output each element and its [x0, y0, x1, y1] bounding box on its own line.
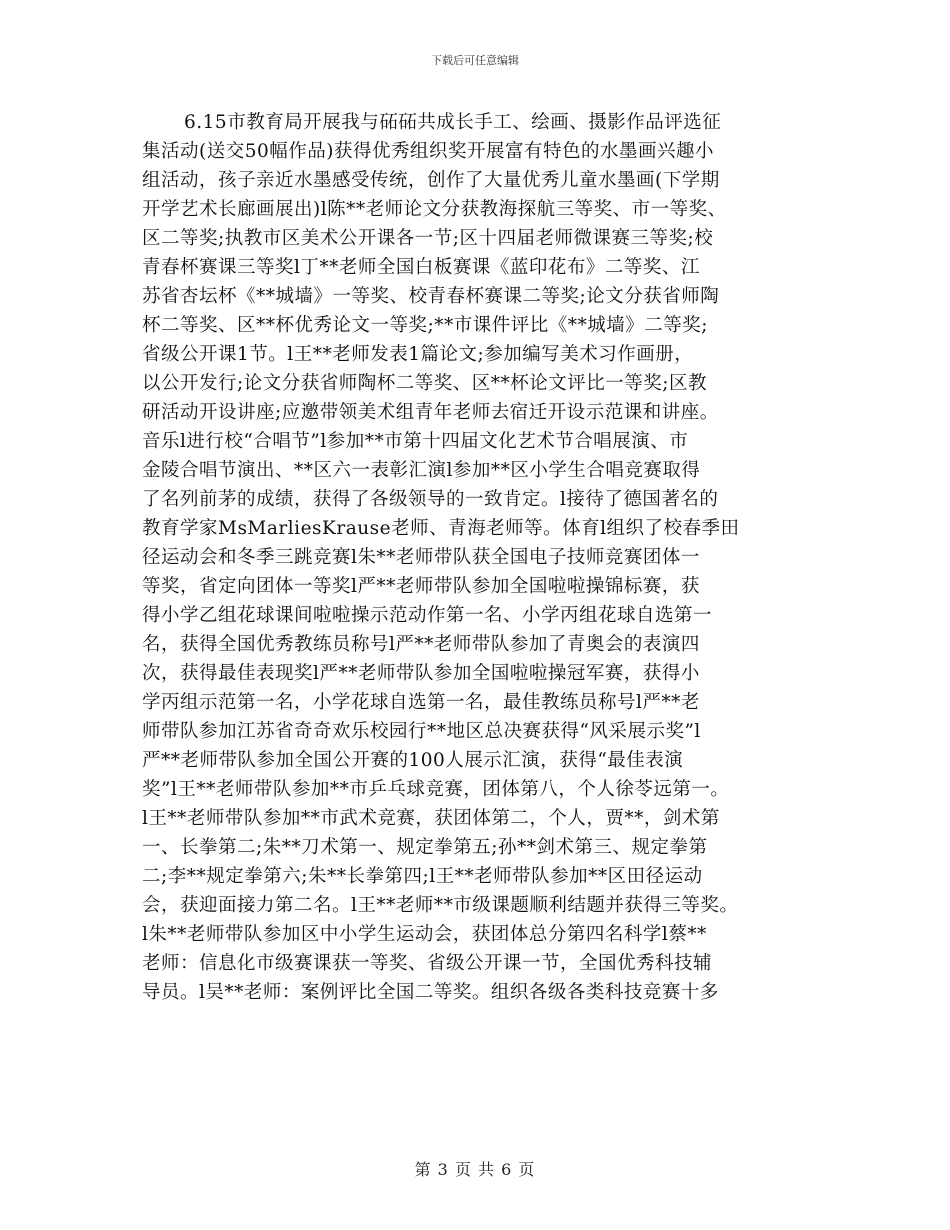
body-text [142, 108, 842, 1007]
text-line: 6.15市教育局开展我与砳砳共成长手工、绘画、摄影作品评选征 [184, 112, 722, 133]
text-line: l王**老师带队参加**市武术竞赛，获团体第二，个人，贾**，剑术第 [142, 808, 720, 829]
text-line: 导员。l吴**老师：案例评比全国二等奖。组织各级各类科技竞赛十多 [142, 982, 719, 1003]
text-line: 奖”l王**老师带队参加**市乒乓球竞赛，团体第八，个人徐苓远第一。 [142, 779, 730, 800]
text-line: 老师：信息化市级赛课获一等奖、省级公开课一节，全国优秀科技辅 [142, 953, 713, 974]
text-line: 径运动会和冬季三跳竞赛l朱**老师带队获全国电子技师竞赛团体一 [142, 547, 700, 568]
text-line: 青春杯赛课三等奖l丁**老师全国白板赛课《蓝印花布》二等奖、江 [142, 257, 700, 278]
text-line: 集活动(送交50幅作品)获得优秀组织奖开展富有特色的水墨画兴趣小 [142, 141, 714, 162]
text-line: 组活动，孩子亲近水墨感受传统，创作了大量优秀儿童水墨画(下学期 [142, 170, 720, 191]
page-header-note: 下载后可任意编辑 [431, 54, 519, 67]
text-line: 会，获迎面接力第二名。l王**老师**市级课题顺利结题并获得三等奖。 [142, 895, 739, 916]
text-line: 音乐l进行校“合唱节”l参加**市第十四届文化艺术节合唱展演、市 [142, 431, 689, 452]
text-line: 一、长拳第二;朱**刀术第一、规定拳第五;孙**剑术第三、规定拳第 [142, 837, 708, 858]
text-line: 名，获得全国优秀教练员称号l严**老师带队参加了青奥会的表演四 [142, 634, 700, 655]
text-line: 严**老师带队参加全国公开赛的100人展示汇演，获得“最佳表演 [142, 750, 684, 771]
text-line: 了名列前茅的成绩，获得了各级领导的一致肯定。l接待了德国著名的 [142, 489, 719, 510]
page-number: 第 3 页 共 6 页 [414, 1160, 536, 1179]
text-line: l朱**老师带队参加区中小学生运动会，获团体总分第四名科学l蔡** [142, 924, 707, 945]
text-line: 教育学家MsMarliesKrause老师、青海老师等。体育l组织了校春季田 [142, 518, 740, 539]
text-line: 区二等奖;执教市区美术公开课各一节;区十四届老师微课赛三等奖;校 [142, 228, 714, 249]
text-line: 学丙组示范第一名，小学花球自选第一名，最佳教练员称号l严**老 [142, 692, 700, 713]
text-line: 师带队参加江苏省奇奇欢乐校园行**地区总决赛获得“风采展示奖”l [142, 721, 701, 742]
text-line: 金陵合唱节演出、**区六一表彰汇演l参加**区小学生合唱竞赛取得 [142, 460, 701, 481]
text-line: 杯二等奖、区**杯优秀论文一等奖;**市课件评比《**城墙》二等奖; [142, 315, 708, 336]
text-line: 开学艺术长廊画展出)l陈**老师论文分获教海探航三等奖、市一等奖、 [142, 199, 727, 220]
text-line: 以公开发行;论文分获省师陶杯二等奖、区**杯论文评比一等奖;区教 [142, 373, 707, 394]
text-line: 等奖，省定向团体一等奖l严**老师带队参加全国啦啦操锦标赛，获 [142, 576, 700, 597]
text-line: 二;李**规定拳第六;朱**长拳第四;l王**老师带队参加**区田径运动 [142, 866, 703, 887]
text-line: 研活动开设讲座;应邀带领美术组青年老师去宿迁开设示范课和讲座。 [142, 402, 719, 423]
text-line: 省级公开课1节。l王**老师发表1篇论文;参加编写美术习作画册， [142, 344, 694, 365]
text-line: 得小学乙组花球课间啦啦操示范动作第一名、小学丙组花球自选第一 [142, 605, 713, 626]
text-line: 苏省杏坛杯《**城墙》一等奖、校青春杯赛课二等奖;论文分获省师陶 [142, 286, 720, 307]
text-line: 次，获得最佳表现奖l严**老师带队参加全国啦啦操冠军赛，获得小 [142, 663, 700, 684]
